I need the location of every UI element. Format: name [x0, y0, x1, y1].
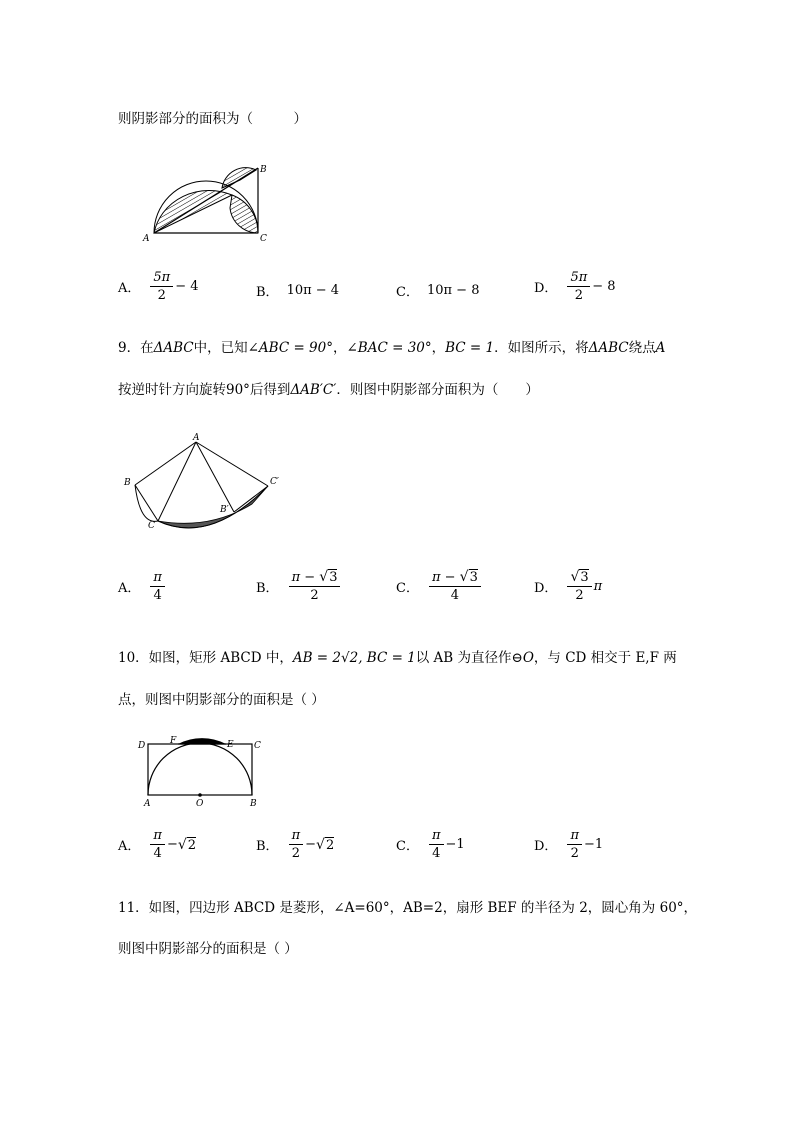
q9-option-d[interactable]: D． $\frac{√3}{2}$ π	[534, 569, 603, 603]
q9-option-b[interactable]: B． $\frac{\pi - √3}{2}$	[256, 570, 342, 603]
q8-option-a[interactable]: A． $\frac{5\pi}{2}$ − 4	[118, 270, 199, 303]
q9-stem-line1: 9．在ΔABC中，已知∠ABC = 90°，∠BAC = 30°，BC = 1．如图所示，将ΔABC绕点A	[118, 340, 666, 356]
fraction: $\frac{\pi}{2}$	[289, 828, 304, 861]
fraction: $\frac{√3}{2}$	[567, 570, 591, 603]
q10-label-d: D	[138, 741, 146, 751]
q8-shaded-left	[154, 190, 232, 233]
q10-stem-line1: 10．如图，矩形 ABCD 中，AB = 2√2, BC = 1以 AB 为直径作⊖O，与 CD 相交于 E,F 两	[118, 650, 677, 666]
q8-label-a: A	[143, 234, 150, 244]
q9-shaded-region	[158, 486, 268, 528]
q8-shaded-right	[230, 195, 258, 233]
q10-option-c[interactable]: C． $\frac{\pi}{4}$ −1	[396, 828, 465, 861]
fraction: $\frac{\pi - √3}{4}$	[429, 570, 481, 603]
q9-label-a: A	[193, 433, 200, 443]
q10-label-a: A	[144, 799, 151, 809]
q11-stem-line2: 则图中阴影部分的面积是（ ）	[118, 941, 298, 957]
q10-label-b: B	[250, 799, 257, 809]
fraction: $\frac{\pi - √3}{2}$	[289, 570, 341, 603]
q10-label-o: O	[196, 799, 204, 809]
q8-stem: 则阴影部分的面积为（ ）	[118, 111, 307, 127]
q10-label-e: E	[227, 740, 234, 750]
q10-label-f: F	[170, 736, 177, 746]
q9-label-c: C	[148, 521, 155, 531]
q9-label-bp: B′	[220, 505, 229, 515]
q9-option-a[interactable]: A． $\frac{\pi}{4}$	[118, 570, 167, 603]
q8-option-b[interactable]: B． 10π − 4	[256, 283, 340, 300]
q10-option-d[interactable]: D． $\frac{\pi}{2}$ −1	[534, 828, 604, 861]
fraction: $\frac{5\pi}{2}$	[567, 270, 590, 303]
fraction: $\frac{\pi}{4}$	[150, 828, 165, 861]
q9-option-c[interactable]: C． $\frac{\pi - √3}{4}$	[396, 570, 483, 603]
q10-figure	[130, 732, 275, 810]
q8-option-d[interactable]: D． $\frac{5\pi}{2}$ − 8	[534, 270, 616, 303]
q10-option-b[interactable]: B． $\frac{\pi}{2}$ − √ 2	[256, 828, 335, 861]
fraction: $\frac{\pi}{2}$	[567, 828, 582, 861]
fraction: $\frac{5\pi}{2}$	[150, 270, 173, 303]
fraction: $\frac{\pi}{4}$	[150, 570, 165, 603]
q8-option-c[interactable]: C． 10π − 8	[396, 283, 480, 300]
q10-option-a[interactable]: A． $\frac{\pi}{4}$ − √ 2	[118, 828, 197, 861]
q9-label-cp: C′	[270, 477, 279, 487]
q9-figure	[120, 430, 290, 535]
q9-label-b: B	[124, 478, 131, 488]
fraction: $\frac{\pi}{4}$	[429, 828, 444, 861]
q10-stem-line2: 点，则图中阴影部分的面积是（ ）	[118, 692, 325, 708]
q9-stem-line2: 按逆时针方向旋转90°后得到ΔAB′C′．则图中阴影部分面积为（ ）	[118, 382, 539, 398]
q11-stem-line1: 11．如图，四边形 ABCD 是菱形，∠A=60°，AB=2，扇形 BEF 的半径为 2，圆心角为 60°，	[118, 900, 698, 916]
q8-figure	[140, 160, 280, 245]
q8-label-b: B	[260, 165, 267, 175]
q8-label-c: C	[260, 234, 267, 244]
q10-label-c: C	[254, 741, 261, 751]
